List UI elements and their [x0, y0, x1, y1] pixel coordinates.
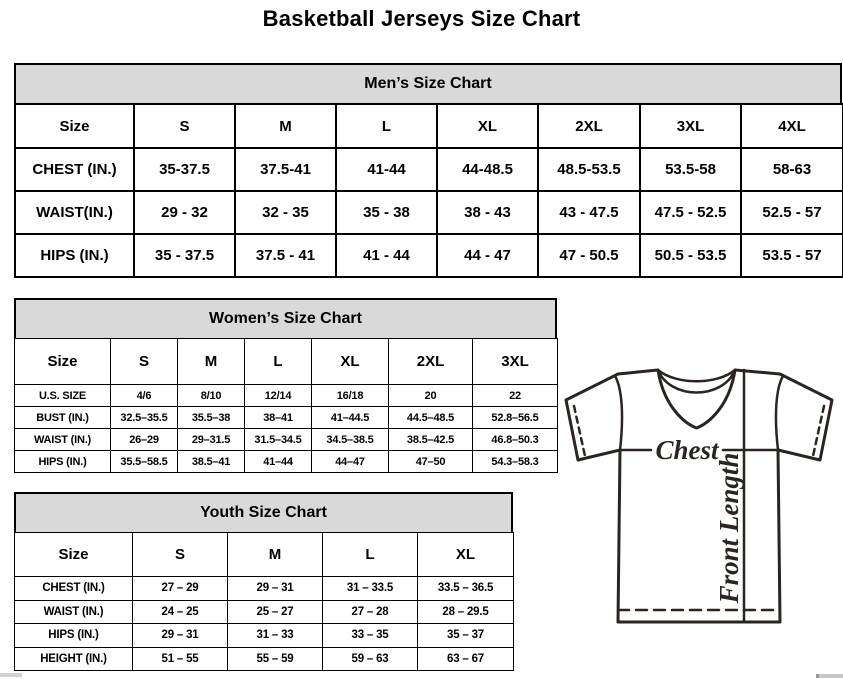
size-value-cell: 38–41 — [245, 407, 312, 429]
scrollbar-fragment-right[interactable] — [816, 674, 843, 678]
collar-trim-inner — [658, 370, 735, 381]
right-armhole-seam — [776, 376, 783, 450]
row-label: HEIGHT (IN.) — [15, 647, 133, 671]
column-header: M — [235, 104, 336, 148]
table-row — [15, 647, 514, 671]
size-value-cell: 8/10 — [178, 385, 245, 407]
size-value-cell: 37.5 - 41 — [235, 234, 336, 277]
row-label: CHEST (IN.) — [15, 577, 133, 601]
front-length-label: Front Length — [714, 452, 744, 604]
size-value-cell: 47.5 - 52.5 — [640, 191, 741, 234]
left-armhole-seam — [615, 376, 622, 450]
youth-table-title-band — [14, 492, 513, 532]
size-value-cell: 53.5-58 — [640, 148, 741, 191]
column-header: M — [178, 339, 245, 385]
size-value-cell: 51 – 55 — [133, 647, 228, 671]
size-value-cell: 26–29 — [111, 429, 178, 451]
page-title: Basketball Jerseys Size Chart — [262, 6, 581, 31]
size-value-cell: 63 – 67 — [418, 647, 514, 671]
size-value-cell: 35 - 38 — [336, 191, 437, 234]
table-title: Women’s Size Chart — [209, 310, 362, 327]
size-value-cell: 55 – 59 — [228, 647, 323, 671]
size-value-cell: 43 - 47.5 — [538, 191, 640, 234]
column-header: Size — [15, 339, 111, 385]
row-label: WAIST (IN.) — [15, 600, 133, 624]
size-value-cell: 50.5 - 53.5 — [640, 234, 741, 277]
column-header: 2XL — [389, 339, 473, 385]
size-value-cell: 46.8–50.3 — [473, 429, 558, 451]
header-row — [15, 533, 514, 577]
header-row — [15, 339, 558, 385]
size-value-cell: 27 – 29 — [133, 577, 228, 601]
size-value-cell: 59 – 63 — [323, 647, 418, 671]
row-label: WAIST(IN.) — [15, 191, 134, 234]
size-value-cell: 44.5–48.5 — [389, 407, 473, 429]
womens-size-chart-table — [14, 298, 557, 473]
size-value-cell: 32 - 35 — [235, 191, 336, 234]
table-title: Men’s Size Chart — [364, 75, 492, 92]
jersey-measurement-diagram — [558, 360, 843, 675]
jersey-outline-svg — [558, 360, 843, 675]
size-value-cell: 34.5–38.5 — [312, 429, 389, 451]
chest-label: Chest — [655, 435, 719, 465]
table-row — [15, 577, 514, 601]
size-value-cell: 35-37.5 — [134, 148, 235, 191]
row-label: CHEST (IN.) — [15, 148, 134, 191]
table-row — [15, 600, 514, 624]
column-header: 3XL — [640, 104, 741, 148]
column-header: XL — [437, 104, 538, 148]
size-value-cell: 41 - 44 — [336, 234, 437, 277]
table-row — [15, 385, 558, 407]
size-value-cell: 58-63 — [741, 148, 843, 191]
collar-v-trim-outer — [658, 370, 735, 428]
table-row — [15, 624, 514, 648]
size-value-cell: 54.3–58.3 — [473, 451, 558, 473]
column-header: XL — [418, 533, 514, 577]
size-value-cell: 41-44 — [336, 148, 437, 191]
size-value-cell: 22 — [473, 385, 558, 407]
size-value-cell: 27 – 28 — [323, 600, 418, 624]
size-value-cell: 24 – 25 — [133, 600, 228, 624]
size-value-cell: 25 – 27 — [228, 600, 323, 624]
row-label: HIPS (IN.) — [15, 624, 133, 648]
men-table-title-band — [14, 63, 842, 103]
size-value-cell: 4/6 — [111, 385, 178, 407]
men-table — [14, 103, 843, 278]
size-value-cell: 38 - 43 — [437, 191, 538, 234]
size-value-cell: 41–44.5 — [312, 407, 389, 429]
column-header: 4XL — [741, 104, 843, 148]
column-header: L — [245, 339, 312, 385]
row-label: HIPS (IN.) — [15, 451, 111, 473]
youth-size-chart-table — [14, 492, 513, 671]
size-value-cell: 33 – 35 — [323, 624, 418, 648]
table-row — [15, 451, 558, 473]
row-label: WAIST (IN.) — [15, 429, 111, 451]
header-row — [15, 104, 843, 148]
size-value-cell: 29 – 31 — [228, 577, 323, 601]
size-value-cell: 29 – 31 — [133, 624, 228, 648]
size-value-cell: 52.5 - 57 — [741, 191, 843, 234]
size-value-cell: 29 - 32 — [134, 191, 235, 234]
scrollbar-fragment-left[interactable] — [0, 673, 22, 677]
size-value-cell: 12/14 — [245, 385, 312, 407]
size-value-cell: 38.5–41 — [178, 451, 245, 473]
youth-table — [14, 532, 514, 671]
women-table-title-band — [14, 298, 557, 338]
column-header: M — [228, 533, 323, 577]
column-header: L — [323, 533, 418, 577]
size-value-cell: 32.5–35.5 — [111, 407, 178, 429]
size-value-cell: 48.5-53.5 — [538, 148, 640, 191]
column-header: L — [336, 104, 437, 148]
size-value-cell: 38.5–42.5 — [389, 429, 473, 451]
size-value-cell: 29–31.5 — [178, 429, 245, 451]
table-row — [15, 429, 558, 451]
size-value-cell: 37.5-41 — [235, 148, 336, 191]
column-header: S — [133, 533, 228, 577]
table-row — [15, 407, 558, 429]
size-value-cell: 20 — [389, 385, 473, 407]
row-label: BUST (IN.) — [15, 407, 111, 429]
size-value-cell: 31 – 33 — [228, 624, 323, 648]
size-value-cell: 52.8–56.5 — [473, 407, 558, 429]
mens-size-chart-table — [14, 63, 842, 278]
size-value-cell: 35 - 37.5 — [134, 234, 235, 277]
column-header: 3XL — [473, 339, 558, 385]
size-value-cell: 31.5–34.5 — [245, 429, 312, 451]
size-value-cell: 35.5–38 — [178, 407, 245, 429]
size-value-cell: 28 – 29.5 — [418, 600, 514, 624]
size-value-cell: 33.5 – 36.5 — [418, 577, 514, 601]
column-header: S — [134, 104, 235, 148]
size-value-cell: 35 – 37 — [418, 624, 514, 648]
table-row — [15, 148, 843, 191]
column-header: Size — [15, 533, 133, 577]
column-header: XL — [312, 339, 389, 385]
size-value-cell: 44–47 — [312, 451, 389, 473]
table-title: Youth Size Chart — [200, 504, 327, 521]
column-header: 2XL — [538, 104, 640, 148]
table-row — [15, 191, 843, 234]
women-table — [14, 338, 558, 473]
size-value-cell: 47–50 — [389, 451, 473, 473]
column-header: S — [111, 339, 178, 385]
size-value-cell: 53.5 - 57 — [741, 234, 843, 277]
size-value-cell: 44 - 47 — [437, 234, 538, 277]
size-value-cell: 35.5–58.5 — [111, 451, 178, 473]
row-label: HIPS (IN.) — [15, 234, 134, 277]
row-label: U.S. SIZE — [15, 385, 111, 407]
size-value-cell: 16/18 — [312, 385, 389, 407]
size-value-cell: 44-48.5 — [437, 148, 538, 191]
size-value-cell: 41–44 — [245, 451, 312, 473]
table-row — [15, 234, 843, 277]
size-value-cell: 47 - 50.5 — [538, 234, 640, 277]
column-header: Size — [15, 104, 134, 148]
size-value-cell: 31 – 33.5 — [323, 577, 418, 601]
jersey-body-outline — [566, 370, 832, 622]
